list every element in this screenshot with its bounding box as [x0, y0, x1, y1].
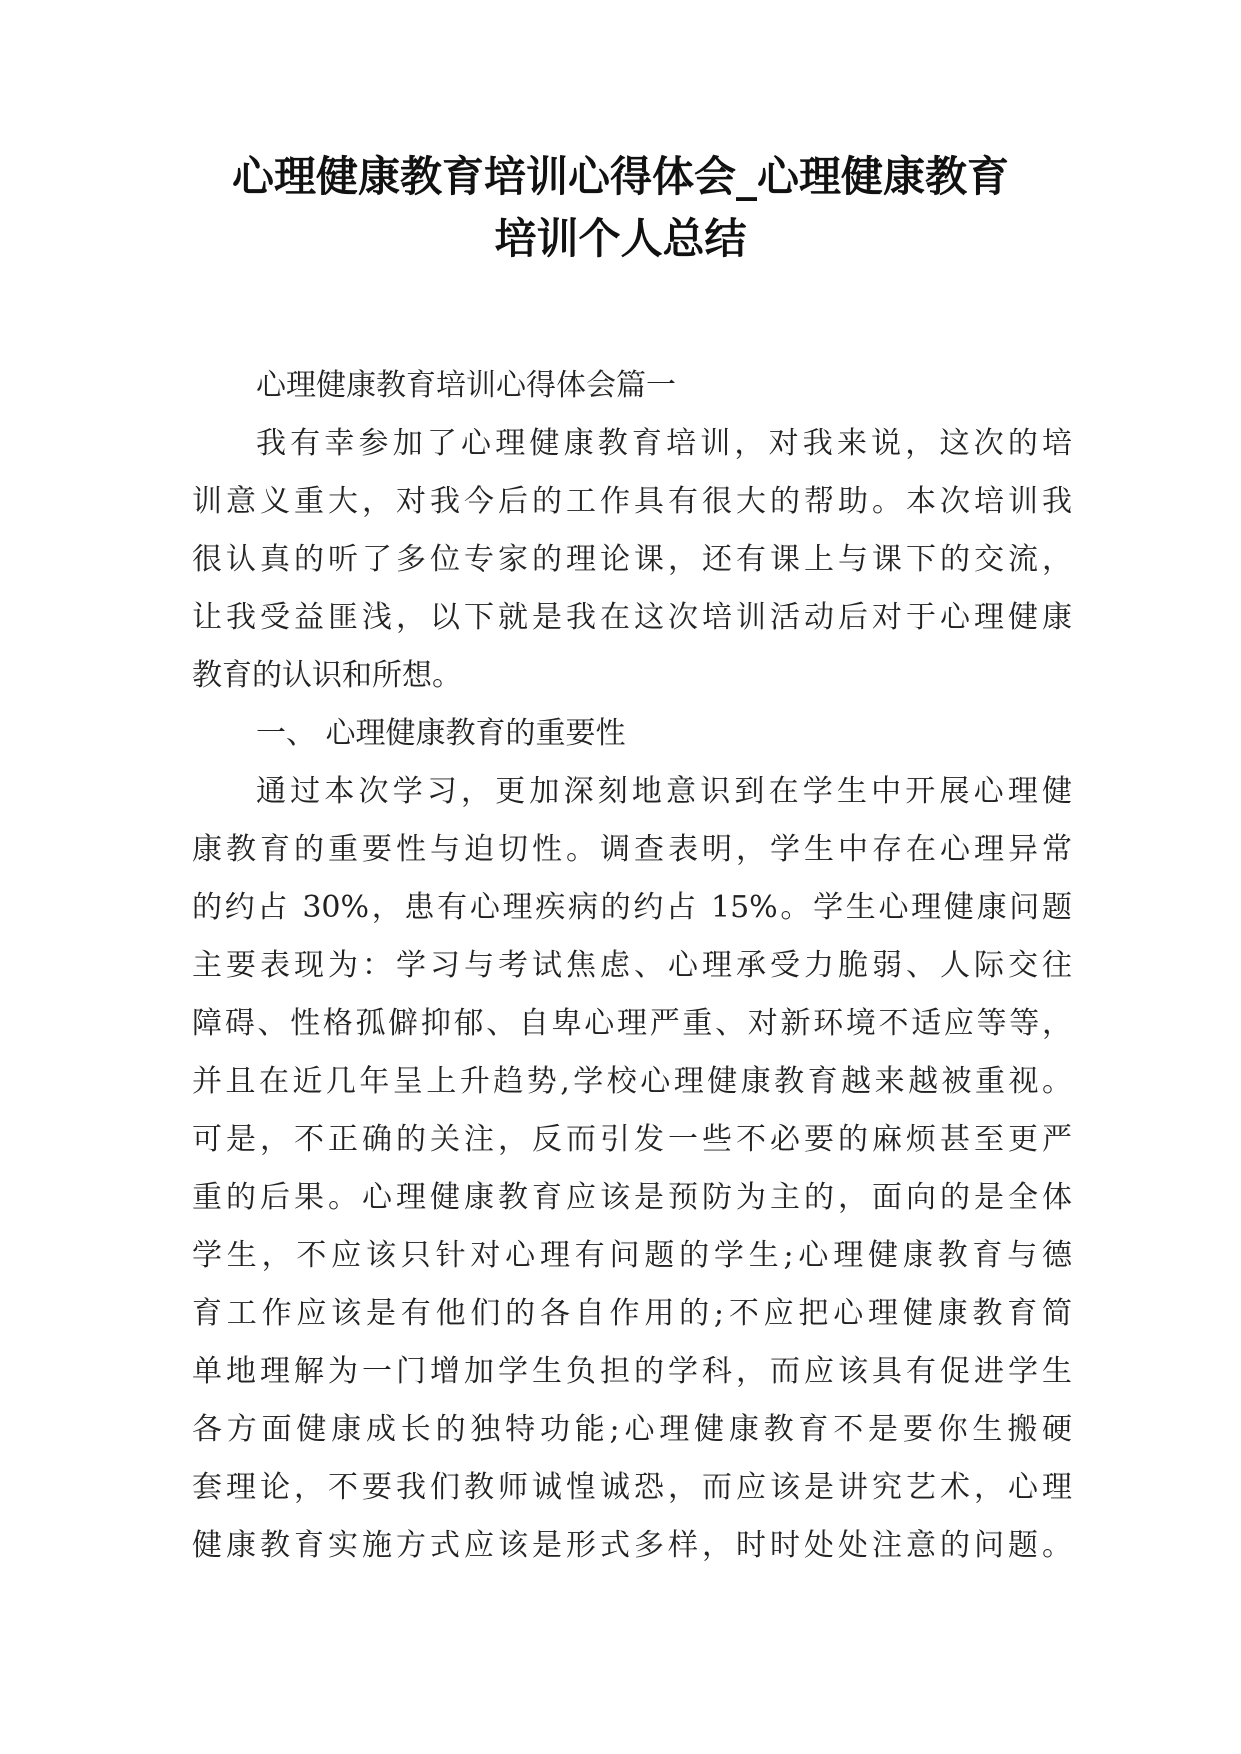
- text-line: 一、 心理健康教育的重要性: [256, 716, 626, 751]
- text-line: 可是，不正确的关注，反而引发一些不必要的麻烦甚至更严: [192, 1122, 1072, 1157]
- text-line: 通过本次学习，更加深刻地意识到在学生中开展心理健: [256, 774, 1072, 809]
- text-line: 主要表现为：学习与考试焦虑、心理承受力脆弱、人际交往: [192, 948, 1072, 983]
- text-line: 很认真的听了多位专家的理论课，还有课上与课下的交流，: [192, 542, 1072, 577]
- text-line: 各方面健康成长的独特功能;心理健康教育不是要你生搬硬: [192, 1412, 1072, 1447]
- title-line: 心理健康教育培训心得体会_心理健康教育: [231, 152, 1009, 201]
- text-line: 的约占 30%，患有心理疾病的约占 15%。学生心理健康问题: [192, 890, 1072, 925]
- text-line: 重的后果。心理健康教育应该是预防为主的，面向的是全体: [192, 1180, 1072, 1215]
- text-line: 学生，不应该只针对心理有问题的学生;心理健康教育与德: [192, 1238, 1072, 1273]
- text-line: 健康教育实施方式应该是形式多样，时时处处注意的问题。: [192, 1528, 1072, 1563]
- text-line: 我有幸参加了心理健康教育培训，对我来说，这次的培: [256, 426, 1072, 461]
- text-line: 教育的认识和所想。: [192, 658, 462, 693]
- text-line: 训意义重大，对我今后的工作具有很大的帮助。本次培训我: [192, 484, 1072, 519]
- document-title: [150, 146, 1091, 270]
- text-line: 套理论，不要我们教师诚惶诚恐，而应该是讲究艺术，心理: [192, 1470, 1072, 1505]
- text-line: 单地理解为一门增加学生负担的学科，而应该具有促进学生: [192, 1354, 1072, 1389]
- text-line: 让我受益匪浅，以下就是我在这次培训活动后对于心理健康: [192, 600, 1072, 635]
- text-line: 并且在近几年呈上升趋势,学校心理健康教育越来越被重视。: [192, 1064, 1072, 1099]
- text-line: 育工作应该是有他们的各自作用的;不应把心理健康教育简: [192, 1296, 1072, 1331]
- text-line: 障碍、性格孤僻抑郁、自卑心理严重、对新环境不适应等等，: [192, 1006, 1072, 1041]
- document-body: [192, 357, 1072, 1575]
- title-line: 培训个人总结: [494, 214, 747, 263]
- text-line: 康教育的重要性与迫切性。调查表明，学生中存在心理异常: [192, 832, 1072, 867]
- text-line: 心理健康教育培训心得体会篇一: [256, 368, 676, 403]
